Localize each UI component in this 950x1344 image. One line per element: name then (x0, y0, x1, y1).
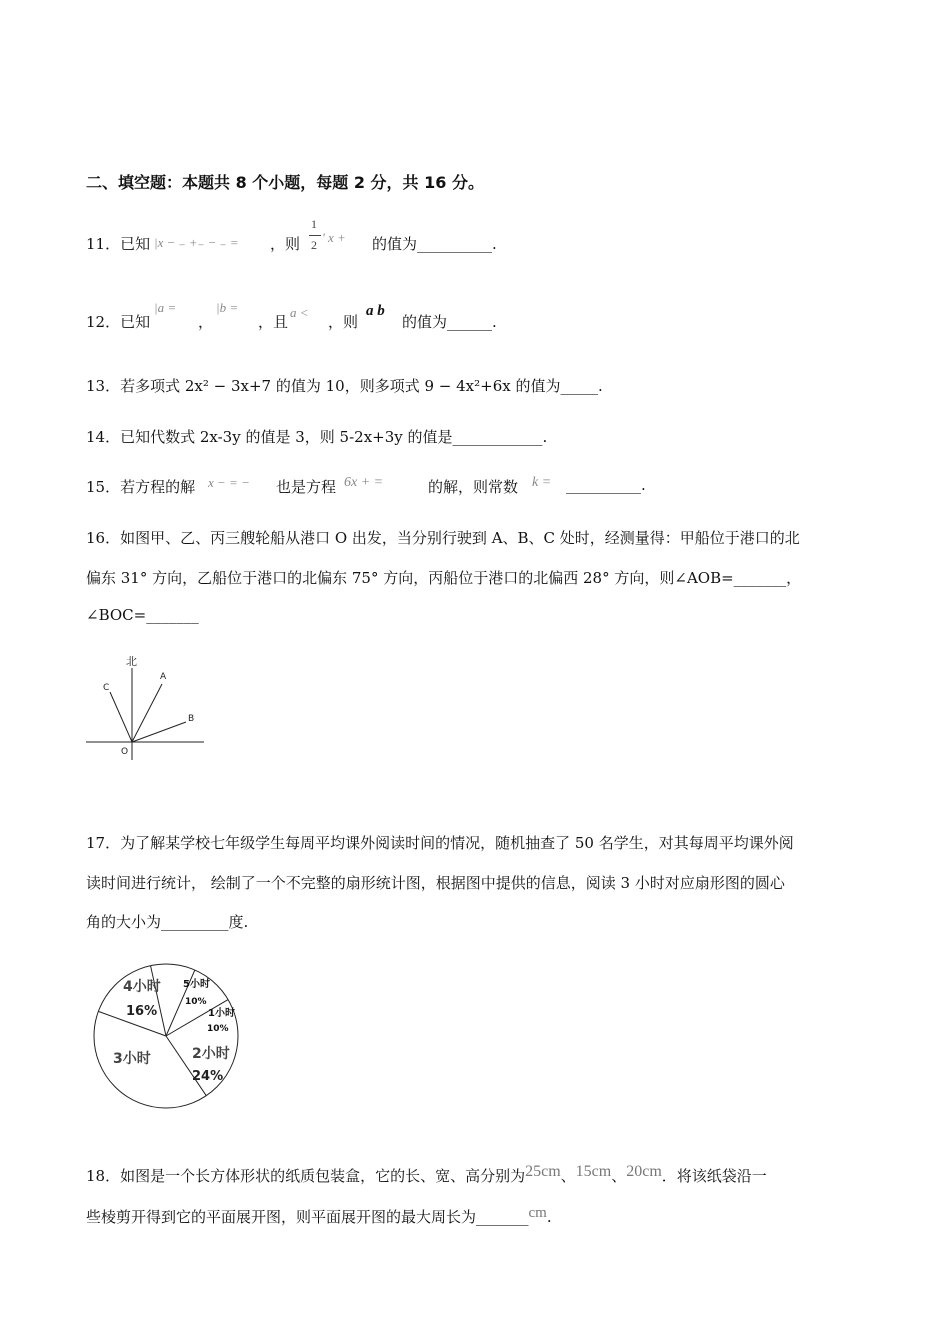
question-16-line-3: ∠BOC=_______ (86, 606, 199, 624)
question-16-line-2: 偏东 31° 方向，乙船位于港口的北偏东 75° 方向，丙船位于港口的北偏西 28° 方向，则∠AOB=_______， (86, 569, 802, 587)
q15-expression-3: k = (532, 475, 552, 490)
slice-label-2h: 2小时 (192, 1046, 230, 1062)
q15-expression-2: 6x + = (344, 475, 384, 490)
pie-chart (88, 960, 248, 1110)
question-number: 13． (86, 377, 121, 395)
slice-label-4h: 4小时 (123, 979, 161, 995)
length-value: 25cm (525, 1163, 561, 1180)
question-16-line-1 (86, 527, 800, 548)
q11-fraction-numerator: 1 (311, 217, 317, 231)
question-text: 已知代数式 2x-3y 的值是 3，则 5-2x+3y 的值是____________. (120, 428, 548, 446)
slice-label-5h: 5小时 (183, 979, 210, 990)
ray-ob (132, 722, 186, 742)
q12-expression-ab: a b (366, 303, 385, 319)
question-number: 14． (86, 428, 121, 446)
q12-post: 的值为______. (402, 313, 497, 331)
separator: 、 (611, 1167, 627, 1185)
question-11 (86, 233, 150, 254)
q12-then: ，则 (328, 313, 359, 331)
question-text: 如图是一个长方体形状的纸质包装盒，它的长、宽、高分别为 (120, 1167, 526, 1185)
separator: 、 (560, 1167, 576, 1185)
north-label: 北 (126, 655, 137, 668)
direction-figure (80, 648, 210, 760)
question-text: 若多项式 2x² − 3x+7 的值为 10，则多项式 9 − 4x²+6x 的值为_____. (120, 377, 603, 395)
question-number: 17． (86, 834, 121, 852)
question-text-tail: ．将该纸袋沿一 (661, 1167, 767, 1185)
question-text: 些棱剪开得到它的平面展开图，则平面展开图的最大周长为_______ (86, 1208, 529, 1226)
height-value: 20cm (626, 1163, 662, 1180)
q12-expression-c: a < (290, 305, 309, 320)
q11-pre: 已知 (120, 235, 151, 253)
ray-oa (132, 684, 162, 742)
q12-pre: 已知 (120, 313, 151, 331)
question-18-line-2 (86, 1206, 552, 1227)
q12-expression-b: |b = (216, 300, 239, 315)
width-value: 15cm (575, 1163, 612, 1180)
q15-mid: 也是方程 (276, 478, 337, 496)
q15-post: __________. (566, 476, 646, 494)
q11-expression-2: ' x + (322, 230, 346, 245)
point-c-label: C (103, 683, 110, 693)
question-17-line-2: 读时间进行统计， 绘制了一个不完整的扇形统计图，根据图中提供的信息，阅读 3 小时对应扇形图的圆心 (86, 874, 785, 892)
point-b-label: B (188, 714, 195, 724)
q11-mid: ，则 (270, 235, 301, 253)
question-14 (86, 426, 547, 447)
slice-percent-4h: 16% (126, 1004, 158, 1019)
origin-label: O (121, 747, 129, 757)
question-number: 11． (86, 235, 121, 253)
slice-percent-5h: 10% (185, 997, 207, 1007)
question-number: 12． (86, 313, 121, 331)
question-text: 为了解某学校七年级学生每周平均课外阅读时间的情况，随机抽查了 50 名学生，对其每周平均课外阅 (120, 834, 794, 852)
question-12 (86, 311, 150, 332)
ray-oc (110, 692, 132, 742)
slice-percent-1h: 10% (207, 1024, 229, 1034)
question-18-line-1 (86, 1165, 767, 1186)
question-number: 18． (86, 1167, 121, 1185)
question-number: 15． (86, 478, 121, 496)
q12-expression-a: |a = (154, 300, 177, 315)
slice-label-1h: 1小时 (208, 1008, 235, 1019)
question-text-tail: . (546, 1208, 552, 1226)
slice-percent-2h: 24% (192, 1069, 224, 1084)
q15-expression-1: x − = − (208, 475, 250, 490)
question-17-line-1 (86, 832, 794, 853)
question-17-line-3: 角的大小为_________度. (86, 913, 249, 931)
section-header: 二、填空题：本题共 8 个小题，每题 2 分，共 16 分。 (86, 173, 484, 192)
q12-comma-2: ，且 (258, 313, 289, 331)
q15-pre: 若方程的解 (120, 478, 196, 496)
q11-fraction-bar (309, 235, 321, 236)
unit-cm: cm (528, 1205, 547, 1221)
question-text: 如图甲、乙、丙三艘轮船从港口 O 出发，当分别行驶到 A、B、C 处时，经测量得：甲船位于港口的北 (120, 529, 800, 547)
question-15 (86, 476, 195, 497)
question-13 (86, 375, 603, 396)
q12-comma-1: ， (198, 313, 214, 331)
q15-mid-2: 的解，则常数 (428, 478, 519, 496)
slice-label-3h: 3小时 (113, 1051, 151, 1067)
q11-fraction-denominator: 2 (311, 238, 317, 252)
point-a-label: A (160, 672, 167, 682)
question-number: 16． (86, 529, 121, 547)
q11-expression-1: |x − ₋ +₋ − ₋ = (154, 235, 239, 250)
q11-post: 的值为__________. (372, 235, 497, 253)
